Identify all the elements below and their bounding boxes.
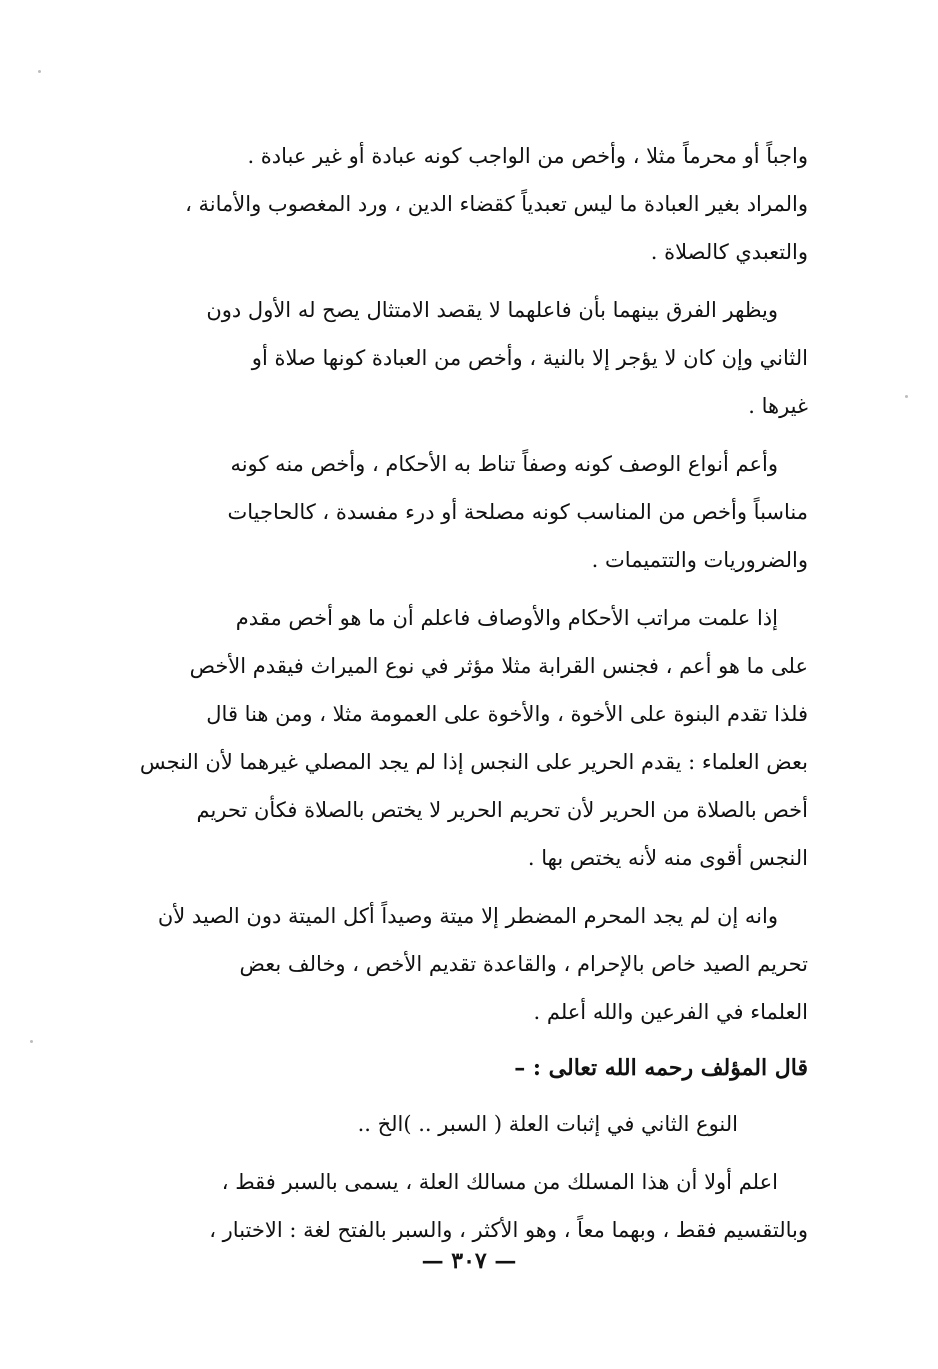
- scan-speck: [30, 1040, 33, 1043]
- text-line: واجباً أو محرماً مثلا ، وأخص من الواجب كونه عبادة أو غير عبادة .: [247, 144, 808, 168]
- text-line: غيرها .: [748, 394, 808, 418]
- author-heading: قال المؤلف رحمه الله تعالى : –: [514, 1055, 808, 1081]
- text-line: على ما هو أعم ، فجنس القرابة مثلا مؤثر في نوع الميراث فيقدم الأخص: [189, 654, 808, 678]
- text-line: الثاني وإن كان لا يؤجر إلا بالنية ، وأخص من العبادة كونها صلاة أو: [251, 346, 808, 370]
- body-text: [132, 132, 808, 1254]
- text-line: النجس أقوى منه لأنه يختص بها .: [527, 846, 808, 870]
- text-line: العلماء في الفرعين والله أعلم .: [533, 1000, 808, 1024]
- text-line: فلذا تقدم البنوة على الأخوة ، والأخوة على العمومة مثلا ، ومن هنا قال: [206, 702, 808, 726]
- text-line: تحريم الصيد خاص بالإحرام ، والقاعدة تقديم الأخص ، وخالف بعض: [239, 952, 808, 976]
- final-paragraph: [132, 1158, 808, 1254]
- paragraph-1: [132, 132, 808, 276]
- text-line: والتعبدي كالصلاة .: [650, 240, 808, 264]
- text-line: والضروريات والتتميمات .: [591, 548, 808, 572]
- text-line: وأعم أنواع الوصف كونه وصفاً تناط به الأحكام ، وأخص منه كونه: [230, 452, 778, 476]
- scan-speck: [38, 70, 41, 73]
- paragraph-5: [132, 892, 808, 1036]
- page-number: — ٣٠٧ —: [421, 1248, 517, 1274]
- text-line: مناسباً وأخص من المناسب كونه مصلحة أو درء مفسدة ، كالحاجيات: [227, 500, 808, 524]
- text-line: ويظهر الفرق بينهما بأن فاعلهما لا يقصد الامتثال يصح له الأول دون: [206, 298, 778, 322]
- paragraph-4: [132, 594, 808, 882]
- quoted-text: النوع الثاني في إثبات العلة ( السبر .. )الخ ..: [357, 1112, 738, 1136]
- paragraph-2: [132, 286, 808, 430]
- paragraph-3: [132, 440, 808, 584]
- text-line: إذا علمت مراتب الأحكام والأوصاف فاعلم أن ما هو أخص مقدم: [235, 606, 778, 630]
- text-line: اعلم أولا أن هذا المسلك من مسالك العلة ، يسمى بالسبر فقط ،: [221, 1170, 778, 1194]
- text-line: والمراد بغير العبادة ما ليس تعبدياً كقضاء الدين ، ورد المغصوب والأمانة ،: [185, 192, 808, 216]
- text-line: وبالتقسيم فقط ، وبهما معاً ، وهو الأكثر ، والسبر بالفتح لغة : الاختبار ،: [209, 1218, 808, 1242]
- text-line: أخص بالصلاة من الحرير لأن تحريم الحرير لا يختص بالصلاة فكأن تحريم: [196, 798, 808, 822]
- text-line: بعض العلماء : يقدم الحرير على النجس إذا لم يجد المصلي غيرهما لأن النجس: [139, 750, 808, 774]
- scan-speck: [905, 395, 908, 398]
- text-line: وانه إن لم يجد المحرم المضطر إلا ميتة وصيداً أكل الميتة دون الصيد لأن: [157, 904, 778, 928]
